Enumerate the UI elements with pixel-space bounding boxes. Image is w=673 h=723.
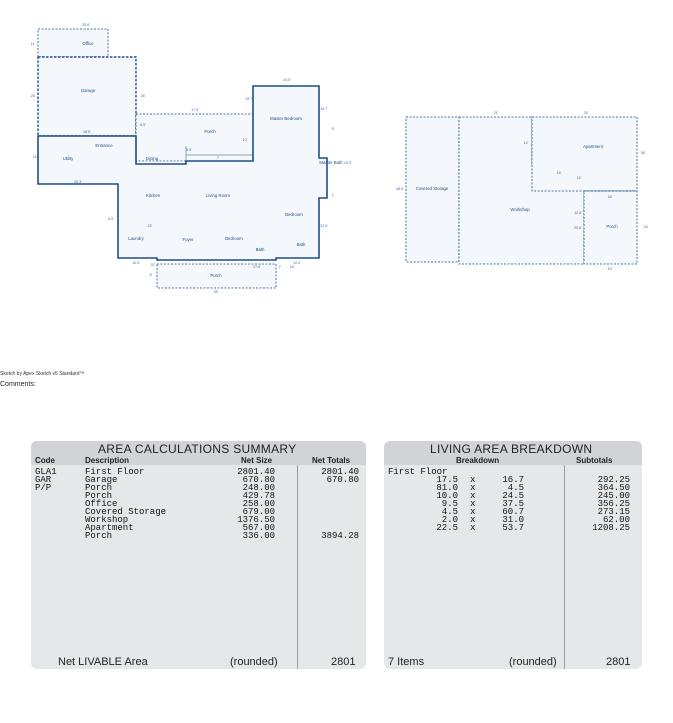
- area-code: GLA1: [35, 467, 57, 477]
- room-label: Living Room: [206, 193, 230, 198]
- column-divider: [564, 465, 565, 669]
- breakdown-header: Breakdown: [456, 456, 500, 465]
- dimension-label: 10': [242, 138, 248, 142]
- dimension-label: 24.5': [283, 78, 291, 82]
- area-net-total: 3894.28: [321, 531, 359, 541]
- dimension-label: 12.5': [574, 211, 582, 215]
- area-code: P/P: [35, 483, 52, 493]
- room-label: Bedroom: [225, 236, 243, 241]
- dimension-label: 24': [643, 225, 649, 229]
- comments-label: Comments:: [0, 381, 36, 388]
- dimension-label: 18': [289, 265, 295, 269]
- rounded-label: (rounded): [230, 656, 278, 668]
- breakdown-multiply-sign: x: [470, 483, 476, 493]
- area-description: Porch: [85, 531, 113, 541]
- area-net-size: 258.00: [242, 499, 275, 509]
- dimension-label: 22.5': [320, 224, 328, 228]
- dimension-label: 6': [149, 273, 153, 277]
- area-net-size: 2801.40: [237, 467, 275, 477]
- room-label: Porch: [606, 224, 618, 229]
- breakdown-multiply-sign: x: [470, 499, 476, 509]
- dimension-label: 10.5': [132, 261, 140, 265]
- area-description: Porch: [85, 491, 113, 501]
- breakdown-dimension-a: 9.5: [441, 499, 458, 509]
- room-label: Dining: [145, 156, 159, 161]
- breakdown-multiply-sign: x: [470, 523, 476, 533]
- dimension-label: 12.2': [293, 261, 301, 265]
- panel-title: AREA CALCULATIONS SUMMARY: [98, 442, 297, 456]
- net-totals-header: Net Totals: [312, 456, 351, 465]
- breakdown-dimension-b: 16.7: [502, 475, 524, 485]
- dimension-label: 36': [640, 151, 646, 155]
- breakdown-subtotal-column: [572, 476, 630, 532]
- room-label: Garage: [80, 88, 96, 93]
- room-label: Foyer: [182, 237, 194, 242]
- living-area-breakdown-panel: [384, 441, 642, 669]
- column-divider: [297, 465, 298, 669]
- net-livable-label: Net LIVABLE Area: [58, 656, 148, 668]
- area-net-total: 2801.40: [321, 467, 359, 477]
- dimension-label: 20.8': [574, 226, 582, 230]
- breakdown-dimension-a: 17.5: [436, 475, 458, 485]
- area-description: Porch: [85, 483, 113, 493]
- room-label: Master Bath: [319, 160, 343, 165]
- area-code-column: [35, 468, 57, 492]
- area-code: GAR: [35, 475, 52, 485]
- dimension-label: 20.3': [74, 180, 82, 184]
- area-net-size: 248.00: [242, 483, 275, 493]
- room-label: Porch: [210, 273, 222, 278]
- sketch-credit: Sketch by Apex Sketch v5 Standard™: [0, 371, 85, 377]
- area-net-size: 336.00: [242, 531, 275, 541]
- breakdown-dimension-a: 2.0: [441, 515, 458, 525]
- items-count: 7 Items: [388, 656, 425, 668]
- dimension-label: 14': [576, 176, 582, 180]
- area-calculations-summary-panel: [31, 441, 366, 669]
- room-label: Bedroom: [285, 212, 303, 217]
- breakdown-subtotal: 273.15: [597, 507, 630, 517]
- living-area-value: 2801: [606, 656, 631, 668]
- area-description: Garage: [85, 475, 118, 485]
- dimension-label: 14': [556, 171, 562, 175]
- area-description: Apartment: [85, 523, 134, 533]
- dimension-label: 26': [30, 94, 36, 98]
- porch-room-top: [136, 114, 253, 161]
- room-label: Kitchen: [145, 193, 161, 198]
- area-net-size: 429.78: [242, 491, 275, 501]
- room-label: Porch: [204, 129, 216, 134]
- breakdown-dimension-b: 37.5: [502, 499, 524, 509]
- dimension-label: 24.5': [344, 161, 352, 165]
- room-label: Master Bedroom: [270, 116, 302, 121]
- room-label: Covered Storage: [415, 186, 449, 191]
- room-label: Entrance: [95, 143, 113, 148]
- area-net-total: [301, 516, 359, 524]
- apartment-room: [532, 117, 637, 191]
- net-livable-value: 2801: [331, 656, 356, 668]
- breakdown-multiply-sign: x: [470, 507, 476, 517]
- breakdown-multiply-sign: x: [470, 475, 476, 485]
- breakdown-multiply-sign-column: [470, 476, 475, 532]
- floor-plan-sketch: [0, 0, 673, 300]
- dimension-label: 15.7': [320, 107, 328, 111]
- area-net-total: 670.80: [326, 475, 359, 485]
- breakdown-dimension-a: 22.5: [436, 523, 458, 533]
- description-header: Description: [85, 456, 130, 465]
- dimension-label: 7': [278, 265, 282, 269]
- dimension-label: 26': [140, 94, 146, 98]
- dimension-label: 7': [331, 194, 335, 198]
- area-description: First Floor: [85, 467, 145, 477]
- dimension-label: 21': [493, 111, 499, 115]
- dimension-label: 14': [32, 155, 38, 159]
- room-label: Bath: [296, 242, 306, 247]
- breakdown-dimension-a-column: [424, 476, 458, 532]
- dimension-label: 5': [331, 127, 335, 131]
- dimension-label: 22': [147, 224, 153, 228]
- area-net-size-column: [221, 468, 275, 540]
- area-net-total: [301, 508, 359, 516]
- dimension-label: 24': [583, 111, 589, 115]
- area-net-total: [301, 492, 359, 500]
- breakdown-dimension-b: 24.5: [502, 491, 524, 501]
- room-label: Workshop: [510, 207, 530, 212]
- room-label: Utility: [62, 156, 74, 161]
- area-net-size: 567.00: [242, 523, 275, 533]
- code-header: Code: [35, 456, 55, 465]
- dimension-label: 6.5': [140, 123, 146, 127]
- room-label: Laundry: [128, 236, 144, 241]
- breakdown-dimension-b-column: [490, 476, 524, 532]
- breakdown-dimension-a: 4.5: [441, 507, 458, 517]
- office-room: [38, 29, 108, 57]
- dimension-label: 48.5': [396, 187, 404, 191]
- panel-title: LIVING AREA BREAKDOWN: [430, 442, 593, 456]
- rounded-label: (rounded): [509, 656, 557, 668]
- garage-room: [38, 57, 136, 136]
- area-net-total-column: [301, 468, 359, 540]
- breakdown-dimension-b: 31.0: [502, 515, 524, 525]
- breakdown-dimension-a: 10.0: [436, 491, 458, 501]
- subtotals-header: Subtotals: [576, 456, 613, 465]
- dimension-label: 11': [30, 42, 36, 46]
- area-net-total: [301, 484, 359, 492]
- area-description-column: [85, 468, 166, 540]
- dimension-label: 27.5': [253, 265, 261, 269]
- breakdown-subtotal: 62.00: [602, 515, 630, 525]
- area-description: Office: [85, 499, 118, 509]
- breakdown-dimension-b: 60.7: [502, 507, 524, 517]
- breakdown-dimension-a: 81.0: [436, 483, 458, 493]
- dimension-label: 19.7': [245, 97, 253, 101]
- room-label: Bath: [255, 247, 265, 252]
- area-net-size: 1376.50: [237, 515, 275, 525]
- breakdown-dimension-b: 53.7: [502, 523, 524, 533]
- dimension-label: 25.8': [82, 23, 90, 27]
- room-label: Apartment: [583, 144, 603, 149]
- dimension-label: 17.5': [191, 108, 199, 112]
- area-description: Workshop: [85, 515, 129, 525]
- dimension-label: 18.5': [83, 130, 91, 134]
- dimension-label: 14': [523, 141, 529, 145]
- dimension-label: 9.5': [186, 148, 192, 152]
- dimension-label: 7': [216, 156, 220, 160]
- breakdown-subtotal: 1208.25: [592, 523, 630, 533]
- breakdown-subtotal: 364.50: [597, 483, 630, 493]
- breakdown-dimension-b: 4.5: [507, 483, 524, 493]
- area-net-total: [301, 500, 359, 508]
- breakdown-subtotal: 292.25: [597, 475, 630, 485]
- section-label: First Floor: [388, 467, 448, 477]
- area-net-size: 679.00: [242, 507, 275, 517]
- area-description: Covered Storage: [85, 507, 167, 517]
- net-size-header: Net Size: [241, 456, 273, 465]
- dimension-label: 37': [150, 263, 156, 267]
- room-label: Office: [82, 41, 94, 46]
- dimension-label: 16': [607, 195, 613, 199]
- area-net-size: 670.80: [242, 475, 275, 485]
- dimension-label: 35': [213, 290, 219, 294]
- breakdown-subtotal: 245.00: [597, 491, 630, 501]
- dimension-label: 10': [607, 267, 613, 271]
- dimension-label: 6.5': [108, 217, 114, 221]
- breakdown-subtotal: 356.25: [597, 499, 630, 509]
- breakdown-multiply-sign: x: [470, 515, 476, 525]
- breakdown-multiply-sign: x: [470, 491, 476, 501]
